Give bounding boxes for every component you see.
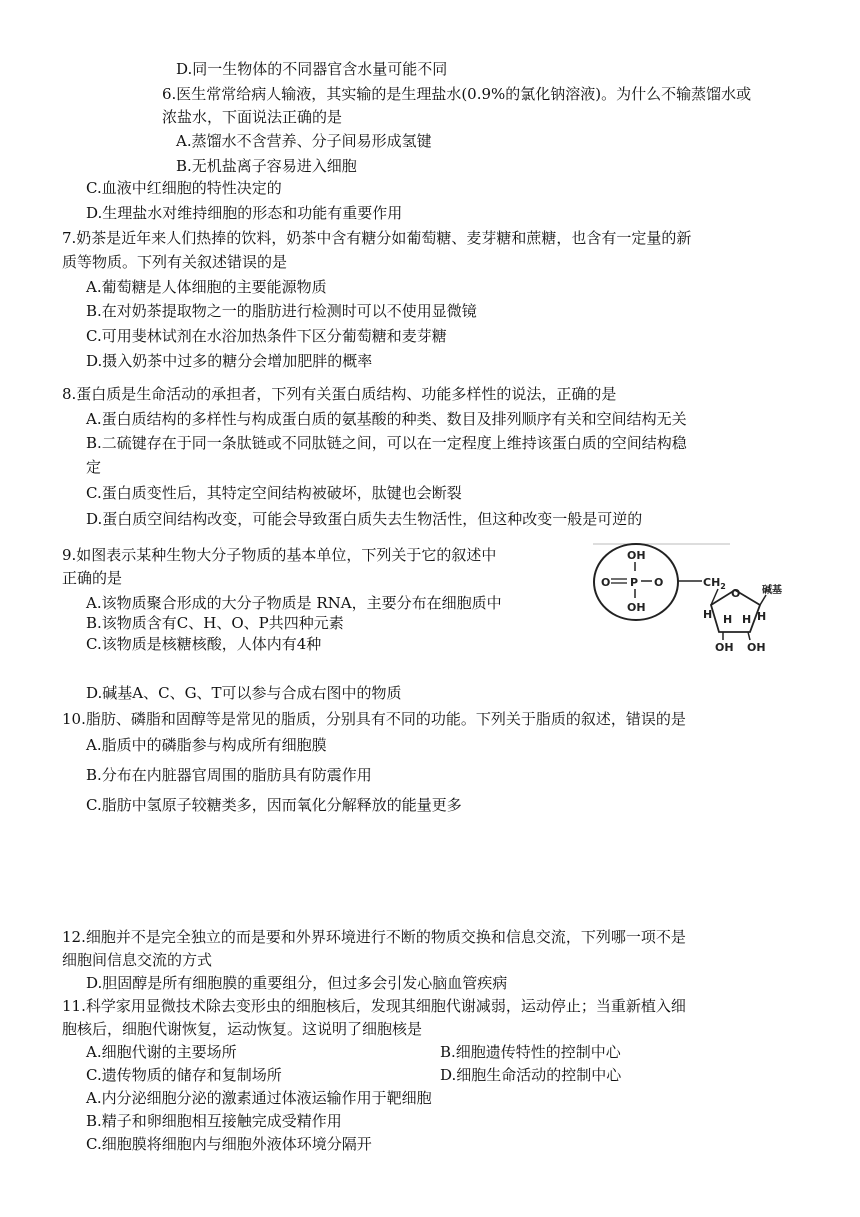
q12-stem-cont: 细胞间信息交流的方式 xyxy=(62,951,213,969)
q8-option-c: C.蛋白质变性后，其特定空间结构被破坏，肽键也会断裂 xyxy=(86,484,462,502)
q6-stem: 6.医生常常给病人输液，其实输的是生理盐水(0.9%的氯化钠溶液)。为什么不输蒸馏水或 xyxy=(162,85,752,103)
q10-stem: 10.脂肪、磷脂和固醇等是常见的脂质，分别具有不同的功能。下列关于脂质的叙述，错误的是 xyxy=(62,710,686,728)
q8-option-b: B.二硫键存在于同一条肽链或不同肽链之间，可以在一定程度上维持该蛋白质的空间结构稳 xyxy=(86,434,687,452)
q9-stem: 9.如图表示某种生物大分子物质的基本单位，下列关于它的叙述中 xyxy=(62,546,497,564)
q11-stem-cont: 胞核后，细胞代谢恢复，运动恢复。这说明了细胞核是 xyxy=(62,1020,423,1038)
ch2-group: $CH_2$ xyxy=(703,576,726,591)
bond-base xyxy=(760,595,766,605)
q8-option-a: A.蛋白质结构的多样性与构成蛋白质的氨基酸的种类、数目及排列顺序有关和空间结构无关 xyxy=(86,410,687,428)
q8-option-d: D.蛋白质空间结构改变，可能会导致蛋白质失去生物活性，但这种改变一般是可逆的 xyxy=(86,510,643,528)
q11-option-c: C.遗传物质的储存和复制场所 xyxy=(86,1066,282,1084)
h-atom-2: H xyxy=(723,613,733,626)
q9-stem-cont: 正确的是 xyxy=(62,569,123,587)
q6-stem-cont: 浓盐水，下面说法正确的是 xyxy=(162,108,343,126)
q11-option-d: D.细胞生命活动的控制中心 xyxy=(440,1066,622,1084)
base-label: 碱基 xyxy=(762,585,782,596)
q7-stem-cont: 质等物质。下列有关叙述错误的是 xyxy=(62,253,288,271)
ring-oxygen: O xyxy=(731,587,741,600)
phosphate-oh-bottom: OH xyxy=(627,601,646,614)
phosphate-o-double: O xyxy=(601,576,611,589)
q7-option-d: D.摄入奶茶中过多的糖分会增加肥胖的概率 xyxy=(86,352,373,370)
h-atom-3: H xyxy=(742,613,752,626)
q9-option-c: C.该物质是核糖核酸，人体内有4种 xyxy=(86,635,322,653)
q7-option-c: C.可用斐林试剂在水浴加热条件下区分葡萄糖和麦芽糖 xyxy=(86,327,447,345)
q10-option-b: B.分布在内脏器官周围的脂肪具有防震作用 xyxy=(86,766,372,784)
q7-stem: 7.奶茶是近年来人们热捧的饮料，奶茶中含有糖分如葡萄糖、麦芽糖和蔗糖，也含有一定量的新 xyxy=(62,229,692,247)
q12-option-c: C.细胞膜将细胞内与细胞外液体环境分隔开 xyxy=(86,1135,372,1153)
q12-option-b: B.精子和卵细胞相互接触完成受精作用 xyxy=(86,1112,342,1130)
q6-option-c: C.血液中红细胞的特性决定的 xyxy=(86,179,282,197)
q9-option-d: D.碱基A、C、G、T可以参与合成右图中的物质 xyxy=(86,684,402,702)
phosphorus-atom: P xyxy=(630,576,639,589)
q8-option-b-cont: 定 xyxy=(86,458,102,476)
q6-option-d: D.生理盐水对维持细胞的形态和功能有重要作用 xyxy=(86,204,403,222)
q7-option-b: B.在对奶茶提取物之一的脂肪进行检测时可以不使用显微镜 xyxy=(86,302,477,320)
bond-oh-right xyxy=(748,632,750,640)
q5-option-d: D.同一生物体的不同器官含水量可能不同 xyxy=(176,60,448,78)
q12-option-a: A.内分泌细胞分泌的激素通过体液运输作用于靶细胞 xyxy=(86,1089,432,1107)
q12-stem: 12.细胞并不是完全独立的而是要和外界环境进行不断的物质交换和信息交流，下列哪一项不是 xyxy=(62,928,686,946)
q10-option-c: C.脂肪中氢原子较糖类多，因而氧化分解释放的能量更多 xyxy=(86,796,462,814)
phosphate-oh-top: OH xyxy=(627,549,646,562)
q9-option-a: A.该物质聚合形成的大分子物质是 RNA，主要分布在细胞质中 xyxy=(86,594,502,612)
nucleotide-diagram xyxy=(590,540,790,658)
q8-stem: 8.蛋白质是生命活动的承担者，下列有关蛋白质结构、功能多样性的说法，正确的是 xyxy=(62,385,617,403)
h-atom-4: H xyxy=(757,610,767,623)
oh-right: OH xyxy=(747,641,766,654)
q7-option-a: A.葡萄糖是人体细胞的主要能源物质 xyxy=(86,278,327,296)
q9-option-b: B.该物质含有C、H、O、P共四种元素 xyxy=(86,614,344,632)
oh-left: OH xyxy=(715,641,734,654)
h-atom-1: H xyxy=(703,608,713,621)
q11-stem: 11.科学家用显微技术除去变形虫的细胞核后，发现其细胞代谢减弱，运动停止；当重新植入细 xyxy=(62,997,686,1015)
q11-option-a: A.细胞代谢的主要场所 xyxy=(86,1043,237,1061)
q11-option-b: B.细胞遗传特性的控制中心 xyxy=(440,1043,621,1061)
q10-option-d: D.胆固醇是所有细胞膜的重要组分，但过多会引发心脑血管疾病 xyxy=(86,974,508,992)
q10-option-a: A.脂质中的磷脂参与构成所有细胞膜 xyxy=(86,736,327,754)
q6-option-b: B.无机盐离子容易进入细胞 xyxy=(176,157,357,175)
q6-option-a: A.蒸馏水不含营养、分子间易形成氢键 xyxy=(176,132,432,150)
phosphate-o-link: O xyxy=(654,576,664,589)
